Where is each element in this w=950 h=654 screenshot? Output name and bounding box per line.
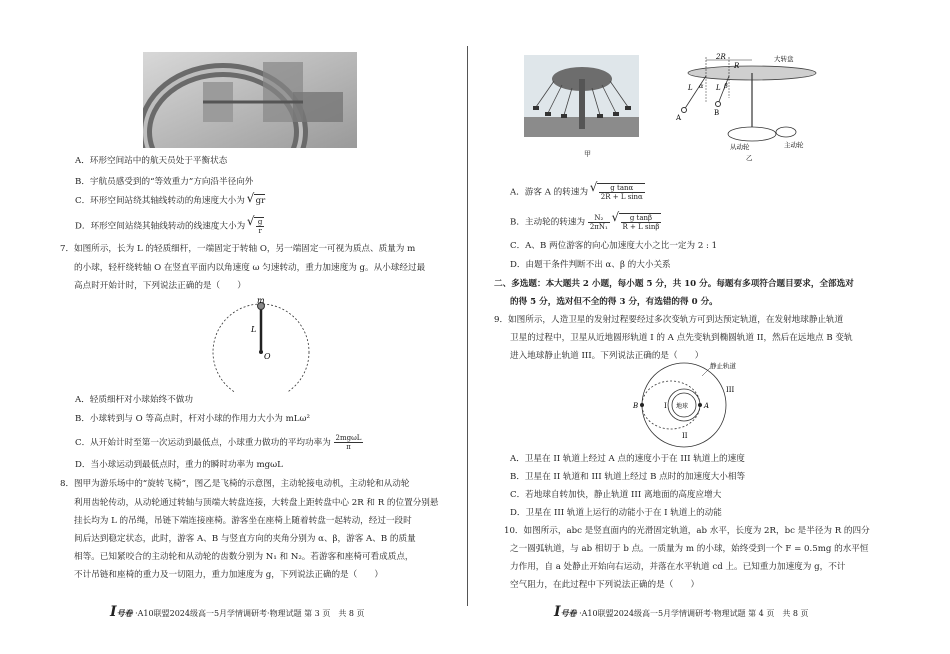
q7-line2: 的小球，轻杆绕转轴 O 在竖直平面内以角速度 ω 匀速转动，重力加速度为 g。从小球经过最 bbox=[74, 263, 426, 273]
swing-ride-schematic bbox=[666, 52, 826, 172]
q8-option-b: B．主动轮的转速为 $\frac{\text{N₂}}{\text{2πN₁}}$ √ $\frac{\text{g tanβ}}{\text{R + L sinβ}}$ bbox=[510, 213, 661, 231]
q10-line: 空气阻力，在此过程中下列说法正确的是（ ） bbox=[510, 580, 700, 590]
fig-point-a: A bbox=[704, 402, 710, 410]
q9-line3: 进入地球静止轨道 III。下列说法正确的是（ ） bbox=[510, 351, 704, 361]
fig-jia-label: 甲 bbox=[584, 150, 591, 158]
q6-option-c-sqrt: √ gr bbox=[254, 194, 266, 207]
right-page bbox=[480, 0, 950, 654]
q9-option-b: B．卫星在 II 轨道和 III 轨道上经过 B 点时的加速度大小相等 bbox=[510, 472, 746, 482]
fig-zhudonglun: 主动轮 bbox=[784, 141, 804, 149]
q10-line: 10．如图所示，abc 是竖直面内的光滑固定轨道，ab 水平，长度为 2R，bc 是半径为 R 的四分 bbox=[504, 526, 870, 536]
fig-a: A bbox=[676, 114, 682, 122]
q10-line: 力作用，自 a 处静止开始向右运动，并落在水平轨道 cd 上。已知重力加速度为 g，不计 bbox=[510, 562, 846, 572]
q8-option-d: D．由题干条件判断不出 α、β 的大小关系 bbox=[510, 260, 671, 270]
swing-ride-photo bbox=[524, 55, 639, 137]
q9-option-c: C．若地球自转加快，静止轨道 III 离地面的高度应增大 bbox=[510, 490, 722, 500]
q8-option-c: C．A、B 两位游客的向心加速度大小之比一定为 2 : 1 bbox=[510, 241, 718, 251]
fig-static-orbit: 静止轨道 bbox=[710, 362, 736, 370]
q7-fig-o: O bbox=[264, 352, 271, 361]
fig-b: B bbox=[714, 109, 720, 117]
right-footer-text: ·A10联盟2024级高一5月学情调研考·物理试题 第 4 页 共 8 页 bbox=[579, 609, 809, 618]
fig-beta: β bbox=[724, 82, 728, 90]
q9-option-d: D．卫星在 III 轨道上运行的动能小于在 I 轨道上的动能 bbox=[510, 508, 722, 518]
q7-option-c: C．从开始计时至第一次运动到最低点，小球重力做功的平均功率为 $\frac{\text{2mgωL}}{\pi}$ bbox=[75, 434, 362, 451]
q6-option-a: A．环形空间站中的航天员处于平衡状态 bbox=[75, 156, 228, 166]
q7-option-b: B．小球转到与 O 等高点时，杆对小球的作用力大小为 mLω² bbox=[75, 414, 310, 424]
q7-line1: 7．如图所示，长为 L 的轻质细杆，一端固定于转轴 O，另一端固定一可视为质点、质量为 m bbox=[60, 244, 416, 254]
q6-option-d-text: D．环形空间站绕其轴线转动的线速度大小为 bbox=[75, 221, 246, 232]
q6-option-c-text: C．环形空间站绕其轴线转动的角速度大小为 bbox=[75, 196, 245, 206]
left-footer-text: ·A10联盟2024级高一5月学情调研考·物理试题 第 3 页 共 8 页 bbox=[135, 609, 365, 618]
left-footer bbox=[110, 604, 365, 620]
q8-line: 挂长均为 L 的吊绳，吊链下端连接座椅。游客坐在座椅上随着转盘一起转动，经过一段时 bbox=[74, 516, 412, 526]
q8-line: 相等。已知紧咬合的主动轮和从动轮的齿数分别为 N₁ 和 N₂。若游客和座椅可看成质点， bbox=[74, 552, 414, 562]
q9-orbit-figure bbox=[630, 358, 750, 458]
fig-r: R bbox=[734, 62, 740, 70]
q6-option-d bbox=[75, 217, 264, 235]
q8-option-a-sqrt: √ $\frac{\text{g tanα}}{\text{2R + L sinα}}$ bbox=[597, 183, 645, 201]
q7-option-a: A．轻质细杆对小球始终不做功 bbox=[75, 395, 193, 405]
brand-logo: I号卷 bbox=[110, 604, 133, 620]
fig-2r: 2R bbox=[716, 53, 726, 61]
fig-l1: L bbox=[688, 84, 693, 92]
q7-fig-l: L bbox=[251, 325, 257, 334]
fig-point-b: B bbox=[633, 402, 639, 410]
q7-option-d: D．当小球运动到最低点时，重力的瞬时功率为 mgωL bbox=[75, 460, 283, 470]
fig-alpha: α bbox=[699, 82, 704, 90]
q9-line2: 卫星的过程中，卫星从近地圆形轨道 I 的 A 点先变轨到椭圆轨道 II，然后在远地点 B 变轨 bbox=[510, 333, 853, 343]
fig-yi: 乙 bbox=[746, 154, 753, 162]
q8-line: 不计吊链和座椅的重力及一切阻力，重力加速度为 g，下列说法正确的是（ ） bbox=[74, 570, 384, 580]
space-station-photo bbox=[143, 52, 357, 148]
fig-earth: 地球 bbox=[676, 403, 689, 410]
fig-orbit-iii: III bbox=[726, 386, 735, 394]
q7-option-c-fraction: $\frac{\text{2mgωL}}{\pi}$ bbox=[335, 434, 362, 451]
q8-line: 间后达到稳定状态，此时，游客 A、B 与竖直方向的夹角分别为 α、β，游客 A、B 的质量 bbox=[74, 534, 416, 544]
q8-option-a: A．游客 A 的转速为 √ $\frac{\text{g tanα}}{\text{2R + L sinα}}$ bbox=[510, 183, 645, 201]
fig-orbit-i: I bbox=[664, 402, 667, 410]
q6-option-c bbox=[75, 194, 265, 207]
q8-line: 8．图甲为游乐场中的“旋转飞椅”，图乙是飞椅的示意图，主动轮接电动机，主动轮和从动轮 bbox=[60, 479, 410, 489]
q6-option-b: B．宇航员感受到的“等效重力”方向沿半径向外 bbox=[75, 177, 254, 187]
q9-option-a: A．卫星在 II 轨道上经过 A 点的速度小于在 III 轨道上的速度 bbox=[510, 454, 745, 464]
fig-orbit-ii: II bbox=[682, 432, 688, 440]
section2-heading-line2: 的得 5 分，选对但不全的得 3 分，有选错的得 0 分。 bbox=[510, 297, 718, 307]
section2-heading-line1: 二、多选题：本大题共 2 小题，每小题 5 分，共 10 分。每题有多项符合题目要求，全部选对 bbox=[494, 279, 854, 289]
q8-option-b-sqrt: √ $\frac{\text{g tanβ}}{\text{R + L sinβ}}$ bbox=[619, 213, 662, 231]
right-footer bbox=[554, 604, 809, 620]
q7-line3: 高点时开始计时，下列说法正确的是（ ） bbox=[74, 281, 246, 291]
brand-logo: I号卷 bbox=[554, 604, 577, 620]
q10-line: 之一圆弧轨道，与 ab 相切于 b 点。一质量为 m 的小球，始终受到一个 F = 0.5mg 的水平恒 bbox=[510, 544, 869, 554]
fig-dazhuanpan: 大转盘 bbox=[774, 55, 794, 63]
q7-figure bbox=[205, 297, 315, 392]
q7-fig-m: m bbox=[257, 297, 265, 305]
fig-l2: L bbox=[716, 84, 721, 92]
q8-option-b-prefactor: $\frac{\text{N₂}}{\text{2πN₁}}$ bbox=[589, 213, 608, 231]
q9-line1: 9．如图所示，人造卫星的发射过程要经过多次变轨方可到达预定轨道，在发射地球静止轨道 bbox=[494, 315, 844, 325]
q6-option-d-sqrt: √ $\frac{g}{r}$ bbox=[254, 217, 264, 235]
page-divider bbox=[467, 46, 468, 606]
left-page bbox=[0, 0, 465, 654]
q8-line: 利用齿轮传动，从动轮通过转轴与顶端大转盘连接，大转盘上距转盘中心 2R 和 R 的位置分别悬 bbox=[74, 498, 439, 508]
fig-congdonglun: 从动轮 bbox=[730, 143, 750, 151]
